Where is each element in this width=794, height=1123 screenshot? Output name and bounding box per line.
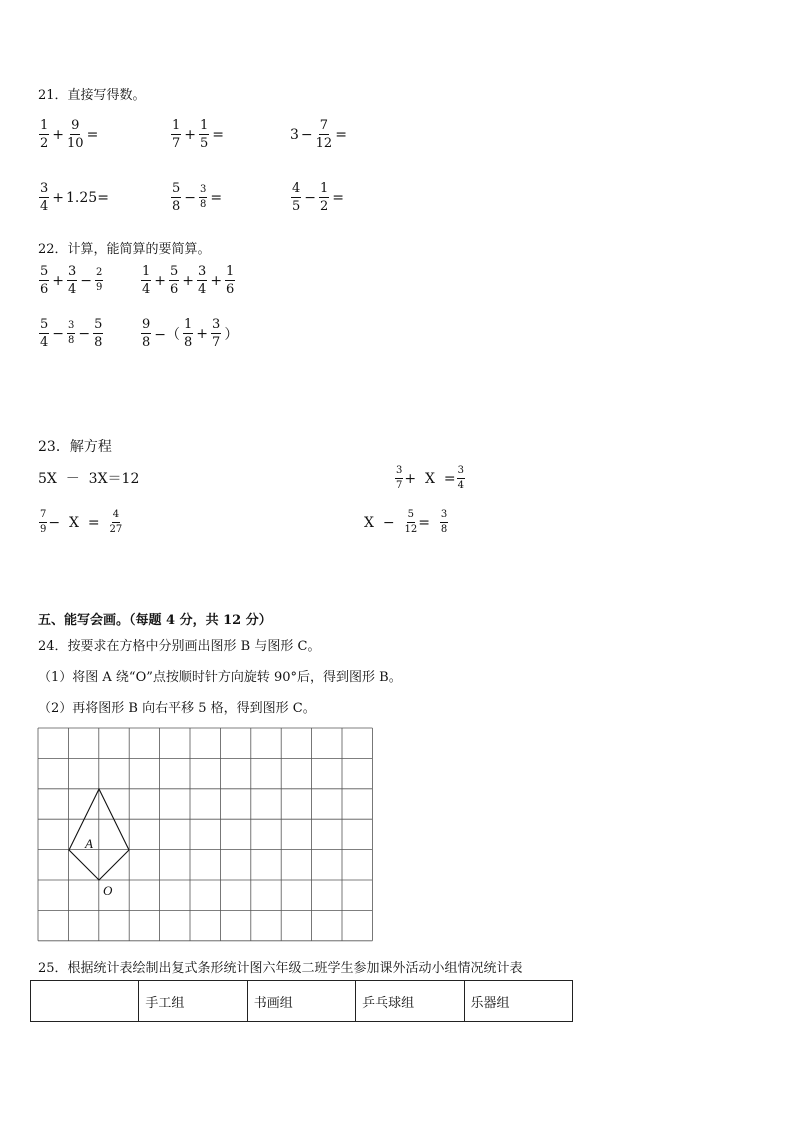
operator: + — [154, 272, 167, 289]
operator: − — [304, 189, 317, 206]
q24-step-2: （2）再将图形 B 向右平移 5 格，得到图形 C。 — [38, 701, 316, 716]
q21-item-2 — [170, 119, 226, 150]
operator: = — [210, 189, 223, 206]
fraction: $\frac{3}{8}$ — [68, 320, 75, 346]
expr-text: X − — [364, 514, 404, 531]
q21-item-6 — [290, 182, 346, 213]
table-header-cell: 乒乓球组 — [356, 981, 464, 1022]
operator: + — [210, 272, 223, 289]
q24-title: 24．按要求在方格中分别画出图形 B 与图形 C。 — [38, 639, 321, 654]
fraction: $\frac{1}{8}$ — [184, 317, 193, 350]
table-header-row — [31, 981, 573, 1022]
q22-item-3 — [38, 318, 104, 349]
operator: − — [52, 325, 65, 342]
expr-text: = — [418, 514, 439, 531]
fraction: $\frac{1}{2}$ — [40, 118, 49, 151]
operator: = — [212, 126, 225, 143]
stats-table — [30, 980, 573, 1022]
fraction: $\frac{2}{9}$ — [96, 267, 103, 293]
q22-item-4 — [140, 318, 240, 349]
q22-item-2 — [140, 265, 236, 296]
table-header-cell: 手工组 — [139, 981, 247, 1022]
fraction: $\frac{9}{10}$ — [67, 118, 84, 151]
fraction: $\frac{5}{8}$ — [172, 181, 181, 214]
q21-title: 21．直接写得数。 — [38, 88, 146, 103]
operator: = — [86, 126, 99, 143]
expr-text: 1.25= — [66, 189, 109, 206]
fraction: $\frac{1}{7}$ — [172, 118, 181, 151]
fraction: $\frac{3}{8}$ — [440, 509, 448, 535]
operator: − — [80, 272, 93, 289]
fraction: $\frac{9}{8}$ — [142, 317, 151, 350]
operator: − — [300, 126, 313, 143]
fraction: $\frac{3}{4}$ — [68, 264, 77, 297]
operator: + — [52, 126, 65, 143]
q21-item-1 — [38, 119, 100, 150]
fraction: $\frac{3}{7}$ — [396, 465, 403, 491]
operator: = — [332, 189, 345, 206]
operator: −（ — [154, 326, 181, 343]
expr-text: 3 — [290, 126, 299, 143]
fraction: $\frac{5}{6}$ — [170, 264, 179, 297]
fraction: $\frac{1}{6}$ — [226, 264, 235, 297]
fraction: $\frac{3}{7}$ — [212, 317, 221, 350]
fraction: $\frac{1}{5}$ — [200, 118, 209, 151]
fraction: $\frac{4}{5}$ — [292, 181, 301, 214]
expr-text: − X = — [48, 514, 109, 531]
table-header-cell: 书画组 — [247, 981, 355, 1022]
table-header-cell — [31, 981, 139, 1022]
operator: + — [196, 325, 209, 342]
point-o-label: O — [103, 883, 113, 898]
operator: + — [182, 272, 195, 289]
fraction: $\frac{7}{9}$ — [40, 509, 47, 535]
figure-a-label: A — [85, 836, 93, 851]
q23-item-1 — [38, 468, 139, 488]
operator: + — [184, 126, 197, 143]
operator: + — [52, 189, 65, 206]
fraction: $\frac{3}{8}$ — [200, 184, 207, 210]
square-grid — [37, 727, 373, 942]
operator: − — [184, 189, 197, 206]
fraction: $\frac{7}{12}$ — [315, 118, 333, 151]
fraction: $\frac{5}{4}$ — [40, 317, 49, 350]
fraction: $\frac{5}{8}$ — [94, 317, 103, 350]
table-header-cell: 乐器组 — [464, 981, 572, 1022]
q21-item-5 — [170, 182, 224, 213]
q23-title: 23．解方程 — [38, 439, 112, 455]
q22-title: 22．计算，能简算的要简算。 — [38, 242, 211, 257]
fraction: $\frac{3}{4}$ — [40, 181, 49, 214]
q24-step-1: （1）将图 A 绕“O”点按顺时针方向旋转 90°后，得到图形 B。 — [38, 670, 402, 685]
q21-item-3 — [290, 119, 349, 150]
fraction: $\frac{4}{27}$ — [109, 509, 123, 535]
q23-item-3 — [38, 510, 123, 535]
fraction: $\frac{5}{6}$ — [40, 264, 49, 297]
q23-item-2 — [394, 466, 466, 491]
operator: − — [78, 325, 91, 342]
expr-text: + X = — [404, 470, 456, 487]
q21-item-4 — [38, 182, 109, 213]
operator: = — [335, 126, 347, 143]
expr-text: 5X － 3X＝12 — [38, 471, 140, 487]
fraction: $\frac{3}{4}$ — [457, 465, 464, 491]
fraction: $\frac{1}{4}$ — [142, 264, 151, 297]
operator: + — [52, 272, 65, 289]
fraction: $\frac{3}{4}$ — [198, 264, 207, 297]
operator: ） — [224, 326, 239, 343]
section-5-title: 五、能写会画。（每题 4 分，共 12 分） — [38, 613, 272, 628]
fraction: $\frac{5}{12}$ — [404, 509, 418, 535]
q22-item-1 — [38, 265, 104, 296]
fraction: $\frac{1}{2}$ — [320, 181, 329, 214]
q23-item-4 — [364, 510, 449, 535]
q25-title: 25．根据统计表绘制出复式条形统计图六年级二班学生参加课外活动小组情况统计表 — [38, 961, 523, 976]
